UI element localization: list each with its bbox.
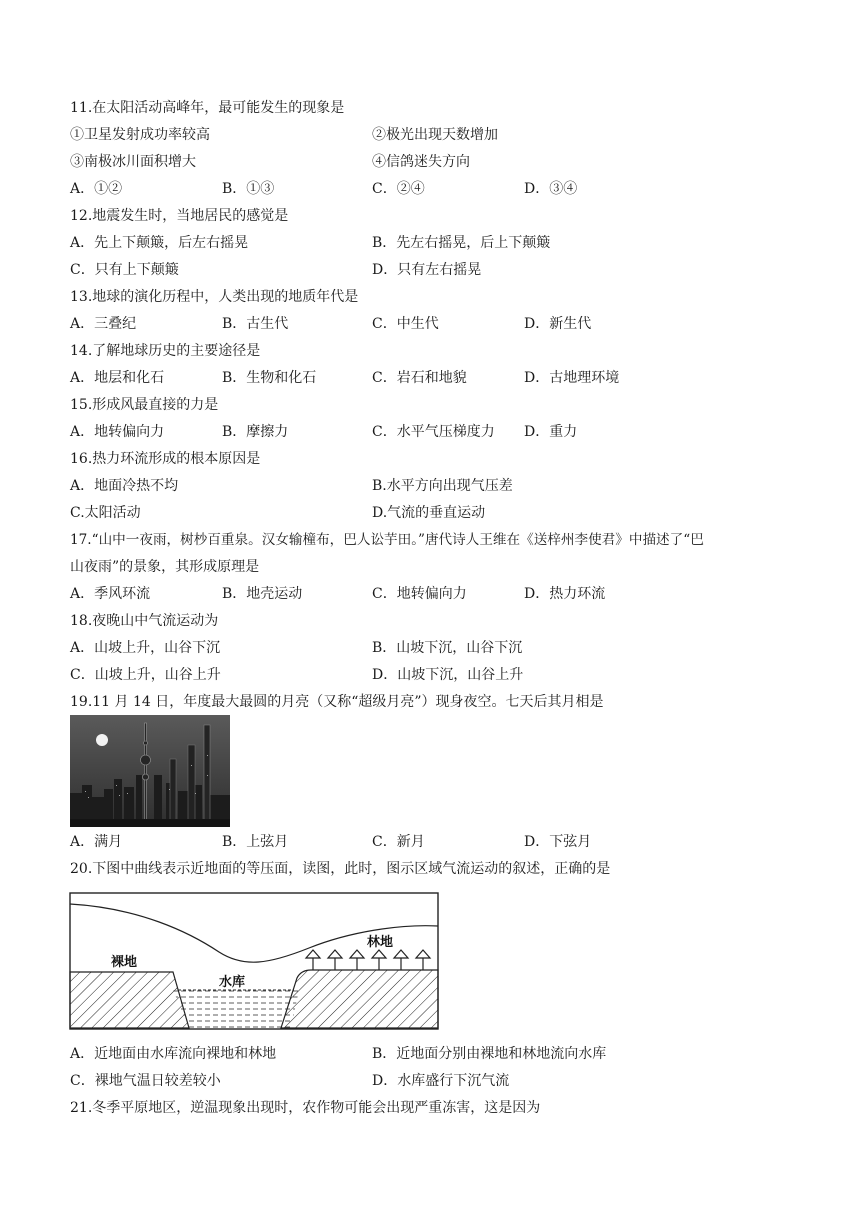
q11-option-d: D．③④ [524, 181, 578, 197]
q13-stem: 13.地球的演化历程中，人类出现的地质年代是 [70, 289, 359, 305]
q11-option-c: C．②④ [372, 181, 425, 197]
q12-option-a: A．先上下颠簸，后左右摇晃 [70, 235, 249, 251]
q13-option-d: D．新生代 [524, 316, 592, 332]
q12-option-d: D．只有左右摇晃 [372, 262, 482, 278]
q15-option-c: C．水平气压梯度力 [372, 424, 495, 440]
label-bare-land: 裸地 [111, 955, 138, 970]
q17-option-d: D．热力环流 [524, 586, 606, 602]
q13-option-c: C．中生代 [372, 316, 439, 332]
label-forest: 林地 [367, 935, 394, 950]
q17-option-b: B．地壳运动 [222, 586, 303, 602]
night-skyline-image [70, 715, 230, 827]
q14-stem: 14.了解地球历史的主要途径是 [70, 343, 261, 359]
q14-option-b: B．生物和化石 [222, 370, 317, 386]
q17-option-a: A．季风环流 [70, 586, 151, 602]
q19-stem: 19.11 月 14 日，年度最大最圆的月亮（又称“超级月亮”）现身夜空。七天后其月相是 [70, 694, 604, 710]
q11-option-b: B．①③ [222, 181, 275, 197]
q14-option-c: C．岩石和地貌 [372, 370, 467, 386]
forest-land [281, 970, 438, 1028]
q15-stem: 15.形成风最直接的力是 [70, 397, 219, 413]
reservoir-water [173, 990, 299, 1028]
q12-option-c: C．只有上下颠簸 [70, 262, 179, 278]
q16-option-b: B.水平方向出现气压差 [372, 478, 513, 494]
q18-stem: 18.夜晚山中气流运动为 [70, 613, 219, 629]
q18-option-b: B．山坡下沉，山谷下沉 [372, 640, 523, 656]
q15-option-a: A．地转偏向力 [70, 424, 165, 440]
q16-option-d: D.气流的垂直运动 [372, 505, 486, 521]
q13-option-a: A．三叠纪 [70, 316, 137, 332]
q20-option-d: D．水库盛行下沉气流 [372, 1073, 510, 1089]
q11-item-2: ②极光出现天数增加 [372, 127, 498, 143]
q11-item-1: ①卫星发射成功率较高 [70, 127, 210, 143]
q17-option-c: C．地转偏向力 [372, 586, 467, 602]
q18-option-a: A．山坡上升，山谷下沉 [70, 640, 221, 656]
q15-option-b: B．摩擦力 [222, 424, 289, 440]
q16-option-a: A．地面冷热不均 [70, 478, 179, 494]
q13-option-b: B．古生代 [222, 316, 289, 332]
q14-option-a: A．地层和化石 [70, 370, 165, 386]
q17-stem-line-1: 17.“山中一夜雨，树杪百重泉。汉女输橦布，巴人讼芋田。”唐代诗人王维在《送梓州李使君》中描述了“巴 [70, 532, 704, 548]
q11-item-4: ④信鸽迷失方向 [372, 154, 470, 170]
q19-option-b: B．上弦月 [222, 834, 289, 850]
q19-option-a: A．满月 [70, 834, 123, 850]
q19-option-c: C．新月 [372, 834, 425, 850]
q14-option-d: D．古地理环境 [524, 370, 620, 386]
q11-stem: 11.在太阳活动高峰年，最可能发生的现象是 [70, 100, 345, 116]
q21-stem: 21.冬季平原地区，逆温现象出现时，农作物可能会出现严重冻害，这是因为 [70, 1100, 541, 1116]
q12-option-b: B．先左右摇晃，后上下颠簸 [372, 235, 551, 251]
q18-option-d: D．山坡下沉，山谷上升 [372, 667, 524, 683]
q18-option-c: C．山坡上升，山谷上升 [70, 667, 221, 683]
q16-option-c: C.太阳活动 [70, 505, 141, 521]
q20-option-a: A．近地面由水库流向裸地和林地 [70, 1046, 277, 1062]
q16-stem: 16.热力环流形成的根本原因是 [70, 451, 261, 467]
label-reservoir: 水库 [219, 975, 246, 990]
q12-stem: 12.地震发生时，当地居民的感觉是 [70, 208, 289, 224]
bare-land [70, 972, 189, 1028]
city-moon-photo [70, 715, 230, 827]
moon-icon [96, 734, 108, 746]
q11-item-3: ③南极冰川面积增大 [70, 154, 196, 170]
q20-option-c: C．裸地气温日较差较小 [70, 1073, 221, 1089]
q17-stem-line-2: 山夜雨”的景象，其形成原理是 [70, 559, 260, 575]
q20-stem: 20.下图中曲线表示近地面的等压面，读图，此时，图示区域气流运动的叙述，正确的是 [70, 861, 611, 877]
isobar-diagram [69, 892, 441, 1036]
q20-option-b: B．近地面分别由裸地和林地流向水库 [372, 1046, 607, 1062]
q15-option-d: D．重力 [524, 424, 578, 440]
q11-option-a: A．①② [70, 181, 123, 197]
q19-option-d: D．下弦月 [524, 834, 592, 850]
